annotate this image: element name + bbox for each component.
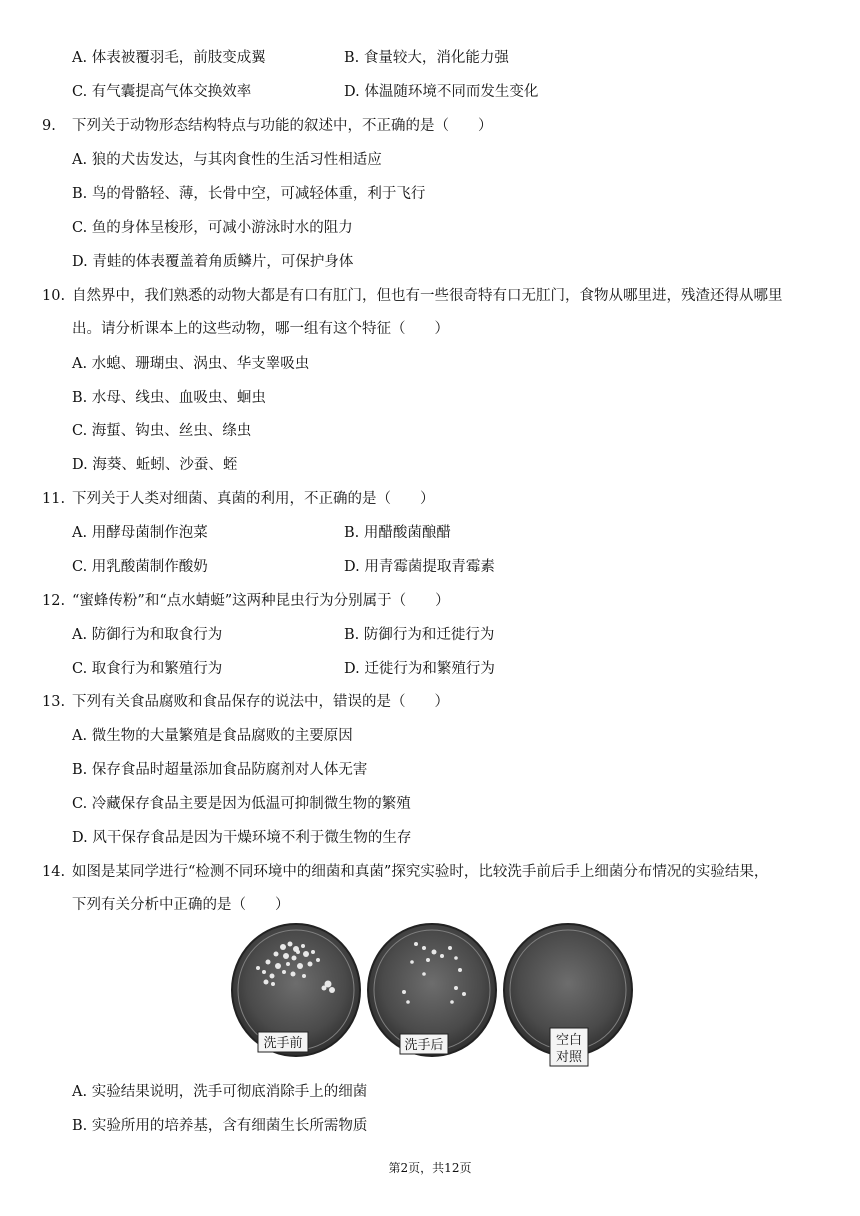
question-stem: 下列关于动物形态结构特点与功能的叙述中，不正确的是（ ） xyxy=(72,118,493,134)
dish-before-wash xyxy=(232,924,360,1056)
question-number: 11. xyxy=(42,491,66,507)
text-line-l3: C. 有气囊提高气体交换效率 xyxy=(72,84,252,100)
question-stem: 下列有关食品腐败和食品保存的说法中，错误的是（ ） xyxy=(72,694,449,710)
text-line-l4: D. 体温随环境不同而发生变化 xyxy=(344,84,539,100)
text-line-l21: D. 迁徙行为和繁殖行为 xyxy=(344,661,495,677)
text-line-l13: D. 海葵、蚯蚓、沙蚕、蛭 xyxy=(72,457,238,473)
text-line-l2: B. 食量较大，消化能力强 xyxy=(344,50,509,66)
text-line-l26: 下列有关分析中正确的是（ ） xyxy=(72,897,290,913)
dish-label: 空白 xyxy=(555,1033,583,1048)
question-number: 10. xyxy=(42,288,66,304)
text-line-l1: A. 体表被覆羽毛，前肢变成翼 xyxy=(72,50,266,66)
text-line-l11: B. 水母、线虫、血吸虫、蛔虫 xyxy=(72,390,266,406)
text-line-l28: B. 实验所用的培养基，含有细菌生长所需物质 xyxy=(72,1118,368,1134)
text-line-l25: D. 风干保存食品是因为干燥环境不利于微生物的生存 xyxy=(72,830,412,846)
text-line-l5: A. 狼的犬齿发达，与其肉食性的生活习性相适应 xyxy=(72,152,382,168)
question-stem: “蜜蜂传粉”和“点水蜻蜓”这两种昆虫行为分别属于（ ） xyxy=(72,593,450,609)
petri-dish-figure xyxy=(228,922,638,1070)
text-line-l23: B. 保存食品时超量添加食品防腐剂对人体无害 xyxy=(72,762,368,778)
question-stem: 下列关于人类对细菌、真菌的利用，不正确的是（ ） xyxy=(72,491,435,507)
text-line-l22: A. 微生物的大量繁殖是食品腐败的主要原因 xyxy=(72,728,353,744)
page-footer: 第2页，共12页 xyxy=(388,1161,472,1175)
text-line-l17: D. 用青霉菌提取青霉素 xyxy=(344,559,495,575)
text-line-l9: 出。请分析课本上的这些动物，哪一组有这个特征（ ） xyxy=(72,321,449,337)
text-line-l7: C. 鱼的身体呈梭形，可减小游泳时水的阻力 xyxy=(72,220,353,236)
text-line-l8: D. 青蛙的体表覆盖着角质鳞片，可保护身体 xyxy=(72,254,354,270)
text-line-l16: C. 用乳酸菌制作酸奶 xyxy=(72,559,208,575)
text-line-l20: C. 取食行为和繁殖行为 xyxy=(72,661,223,677)
dish-after-wash xyxy=(368,924,496,1056)
dish-blank-control xyxy=(504,924,632,1066)
dish-label: 洗手后 xyxy=(404,1038,444,1053)
text-line-l15: B. 用醋酸菌酿醋 xyxy=(344,525,451,541)
dish-label: 对照 xyxy=(555,1050,583,1065)
dish-label: 洗手前 xyxy=(263,1036,303,1051)
question-number: 12. xyxy=(42,593,66,609)
text-line-l12: C. 海蜇、钩虫、丝虫、绦虫 xyxy=(72,423,252,439)
question-number: 13. xyxy=(42,694,66,710)
text-line-l18: A. 防御行为和取食行为 xyxy=(72,627,223,643)
text-line-l6: B. 鸟的骨骼轻、薄，长骨中空，可减轻体重，利于飞行 xyxy=(72,186,426,202)
question-number: 9. xyxy=(42,118,56,134)
question-number: 14. xyxy=(42,864,66,880)
text-line-l10: A. 水螅、珊瑚虫、涡虫、华支睾吸虫 xyxy=(72,356,310,372)
text-line-l14: A. 用酵母菌制作泡菜 xyxy=(72,525,208,541)
question-stem: 自然界中，我们熟悉的动物大都是有口有肛门，但也有一些很奇特有口无肛门，食物从哪里进，残渣还得从哪里 xyxy=(72,288,783,304)
text-line-l27: A. 实验结果说明，洗手可彻底消除手上的细菌 xyxy=(72,1084,368,1100)
question-stem: 如图是某同学进行“检测不同环境中的细菌和真菌”探究实验时，比较洗手前后手上细菌分布情况的实验结果， xyxy=(72,864,769,880)
text-line-l19: B. 防御行为和迁徙行为 xyxy=(344,627,495,643)
text-line-l24: C. 冷藏保存食品主要是因为低温可抑制微生物的繁殖 xyxy=(72,796,411,812)
